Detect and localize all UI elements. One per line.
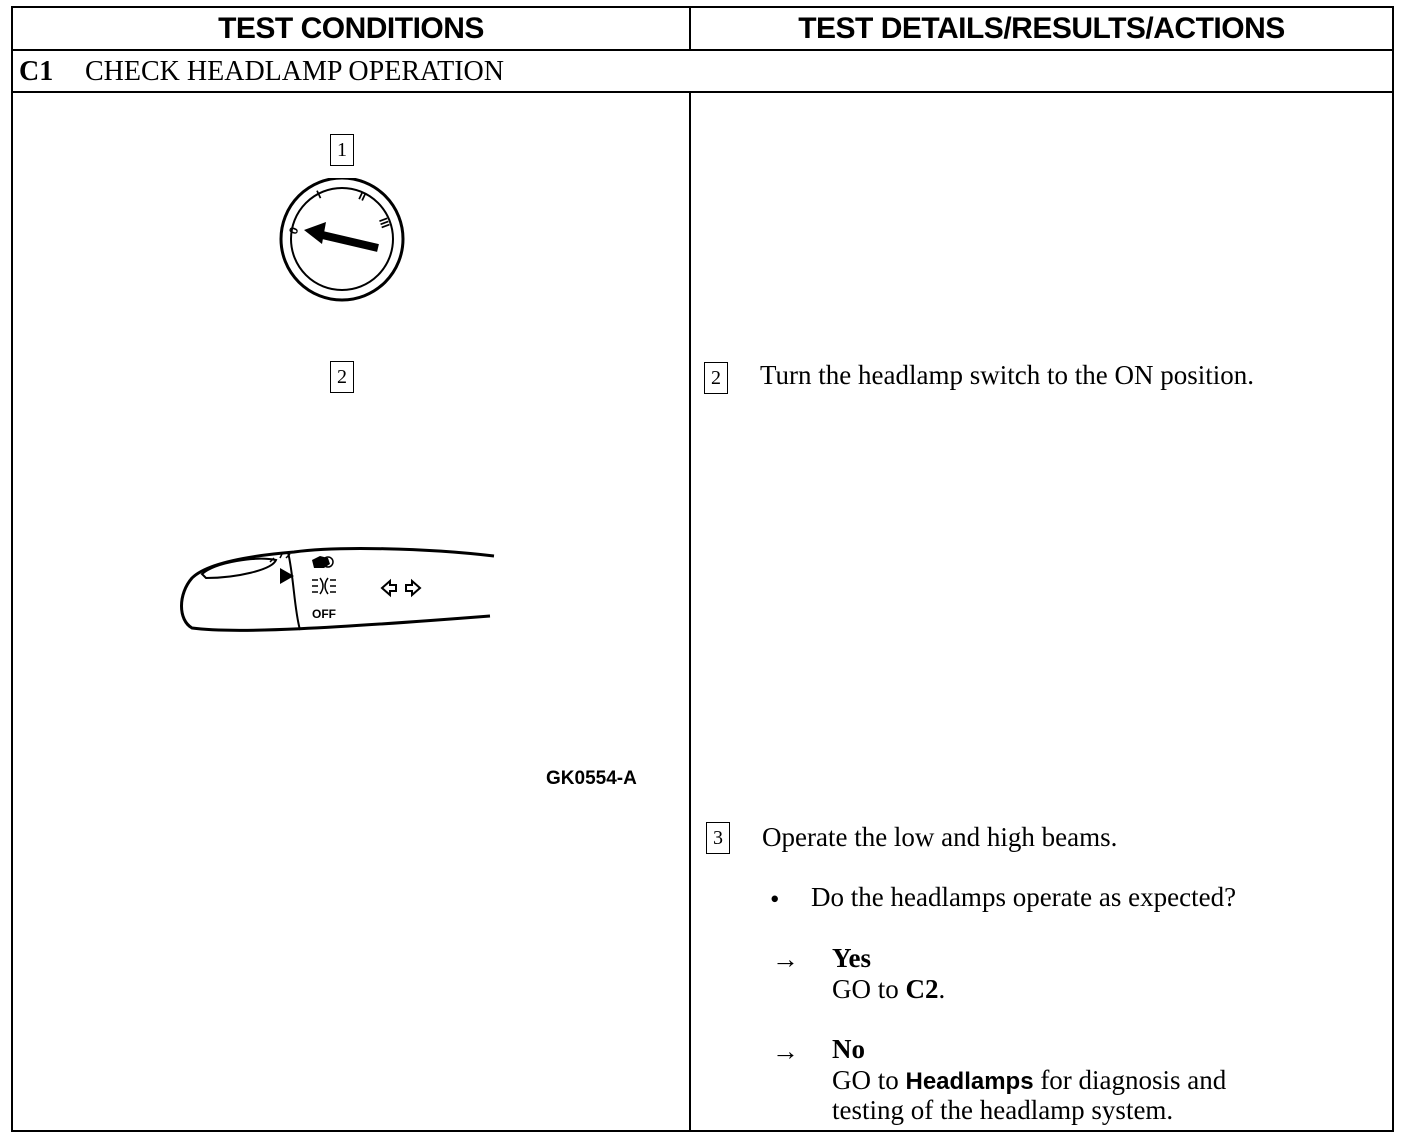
no-label: No xyxy=(832,1034,865,1064)
headlamp-switch-stalk-figure xyxy=(176,538,506,640)
yes-label: Yes xyxy=(832,943,871,973)
pointer-arrow-icon xyxy=(304,222,326,244)
no-action-prefix: GO to xyxy=(832,1065,906,1095)
step3-number: 3 xyxy=(706,822,730,854)
no-arrow-icon: → xyxy=(772,1036,799,1066)
header-test-conditions: TEST CONDITIONS xyxy=(218,12,484,45)
yes-action xyxy=(832,974,945,1005)
ignition-label-3: III xyxy=(376,215,393,231)
switch-off-label: OFF xyxy=(312,607,336,621)
yes-arrow-icon: → xyxy=(772,944,799,974)
ignition-label-2: II xyxy=(356,188,369,204)
yes-target-link[interactable]: C2 xyxy=(905,974,939,1004)
step3-text: Operate the low and high beams. xyxy=(762,822,1118,852)
figure1-number: 1 xyxy=(330,134,354,166)
question-text: Do the headlamps operate as expected? xyxy=(811,882,1237,912)
ignition-label-1: I xyxy=(314,187,324,202)
turn-signal-icon xyxy=(382,581,420,595)
column-divider xyxy=(689,91,691,1132)
parking-lamp-icon xyxy=(312,578,336,594)
header-test-details: TEST DETAILS/RESULTS/ACTIONS xyxy=(798,12,1285,45)
yes-action-suffix: . xyxy=(938,974,946,1004)
step2-text: Turn the headlamp switch to the ON position. xyxy=(760,360,1254,390)
no-target-link[interactable]: Headlamps xyxy=(905,1068,1034,1095)
no-action-suffix: for diagnosis and xyxy=(1033,1065,1227,1095)
ignition-switch-figure xyxy=(270,178,416,306)
no-action-line2: testing of the headlamp system. xyxy=(832,1095,1174,1125)
step-title: CHECK HEADLAMP OPERATION xyxy=(85,56,504,87)
step-title-row xyxy=(19,52,504,92)
ignition-label-0: 0 xyxy=(286,225,302,237)
figure2-number: 2 xyxy=(330,361,354,393)
no-action-line1 xyxy=(832,1065,1226,1096)
figure-code: GK0554-A xyxy=(546,768,637,789)
bullet: • xyxy=(770,884,780,914)
step-id: C1 xyxy=(19,56,54,87)
step2-number: 2 xyxy=(704,362,728,394)
yes-action-prefix: GO to xyxy=(832,974,906,1004)
